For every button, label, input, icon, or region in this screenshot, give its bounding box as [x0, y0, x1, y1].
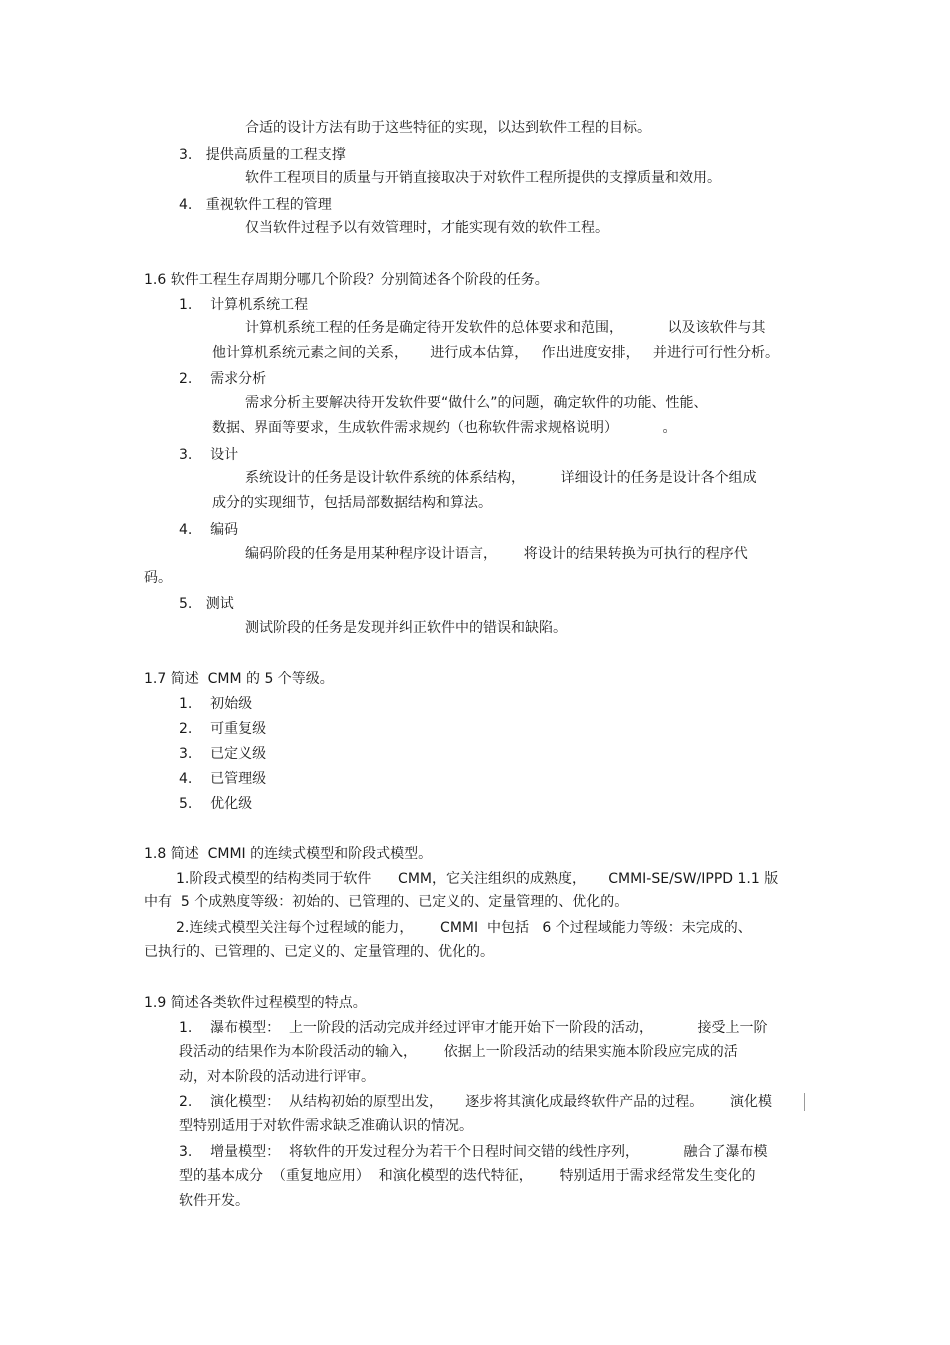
- list-item-heading: 2. 需求分析: [179, 371, 267, 387]
- list-item: 4. 已管理级: [179, 771, 267, 787]
- text-line: 2.连续式模型关注每个过程域的能力， CMMI 中包括 6 个过程域能力等级：未完成的、: [176, 920, 752, 936]
- text-line: 1. 瀑布模型： 上一阶段的活动完成并经过评审才能开始下一阶段的活动， 接受上一阶: [179, 1020, 768, 1036]
- text-line: 中有 5 个成熟度等级：初始的、已管理的、已定义的、定量管理的、优化的。: [144, 894, 629, 910]
- section-heading: 1.7 简述 CMM 的 5 个等级。: [144, 671, 334, 687]
- text-line: 仅当软件过程予以有效管理时，才能实现有效的软件工程。: [245, 220, 609, 236]
- text-line: 型特别适用于对软件需求缺乏准确认识的情况。: [179, 1118, 473, 1134]
- text-line: 需求分析主要解决待开发软件要“做什么”的问题，确定软件的功能、性能、: [245, 395, 708, 411]
- text-line: 动，对本阶段的活动进行评审。: [179, 1069, 375, 1085]
- text-line: 段活动的结果作为本阶段活动的输入， 依据上一阶段活动的结果实施本阶段应完成的活: [179, 1044, 738, 1060]
- text-line: 编码阶段的任务是用某种程序设计语言， 将设计的结果转换为可执行的程序代: [245, 546, 748, 562]
- list-item: 2. 可重复级: [179, 721, 267, 737]
- text-line: 计算机系统工程的任务是确定待开发软件的总体要求和范围， 以及该软件与其: [245, 320, 766, 336]
- text-line: 他计算机系统元素之间的关系， 进行成本估算， 作出进度安排， 并进行可行性分析。: [212, 345, 779, 361]
- list-item-heading: 3. 设计: [179, 447, 239, 463]
- list-item: 5. 优化级: [179, 796, 253, 812]
- text-line: 合适的设计方法有助于这些特征的实现，以达到软件工程的目标。: [245, 120, 651, 136]
- text-line: 软件开发。: [179, 1193, 249, 1209]
- list-item-heading: 4. 编码: [179, 522, 239, 538]
- text-line: 3. 增量模型： 将软件的开发过程分为若干个日程时间交错的线性序列， 融合了瀑布模: [179, 1144, 768, 1160]
- text-line: 码。: [144, 570, 172, 586]
- list-item-heading: 5. 测试: [179, 596, 234, 612]
- list-item-heading: 4. 重视软件工程的管理: [179, 197, 332, 213]
- list-item: 1. 初始级: [179, 696, 253, 712]
- text-line: 已执行的、已管理的、已定义的、定量管理的、优化的。: [144, 944, 494, 960]
- list-item: 3. 已定义级: [179, 746, 267, 762]
- section-heading: 1.9 简述各类软件过程模型的特点。: [144, 995, 367, 1011]
- list-item-heading: 1. 计算机系统工程: [179, 297, 309, 313]
- text-line: 1.阶段式模型的结构类同于软件 CMM，它关注组织的成熟度， CMMI-SE/SW/IPPD 1.1 版: [176, 871, 779, 887]
- section-heading: 1.6 软件工程生存周期分哪几个阶段？分别简述各个阶段的任务。: [144, 272, 549, 288]
- text-line: 数据、界面等要求，生成软件需求规约（也称软件需求规格说明） 。: [212, 420, 677, 436]
- section-heading: 1.8 简述 CMMI 的连续式模型和阶段式模型。: [144, 846, 433, 862]
- text-line: 软件工程项目的质量与开销直接取决于对软件工程所提供的支撑质量和效用。: [245, 170, 721, 186]
- text-line: 2. 演化模型： 从结构初始的原型出发， 逐步将其演化成最终软件产品的过程。 演化模: [179, 1094, 773, 1110]
- text-line: 系统设计的任务是设计软件系统的体系结构， 详细设计的任务是设计各个组成: [245, 470, 757, 486]
- list-item-heading: 3. 提供高质量的工程支撑: [179, 147, 346, 163]
- text-line: 成分的实现细节，包括局部数据结构和算法。: [212, 495, 492, 511]
- text-line: 型的基本成分 （重复地应用） 和演化模型的迭代特征， 特别适用于需求经常发生变化的: [179, 1168, 756, 1184]
- text-cursor-mark: [804, 1093, 805, 1111]
- text-line: 测试阶段的任务是发现并纠正软件中的错误和缺陷。: [245, 620, 567, 636]
